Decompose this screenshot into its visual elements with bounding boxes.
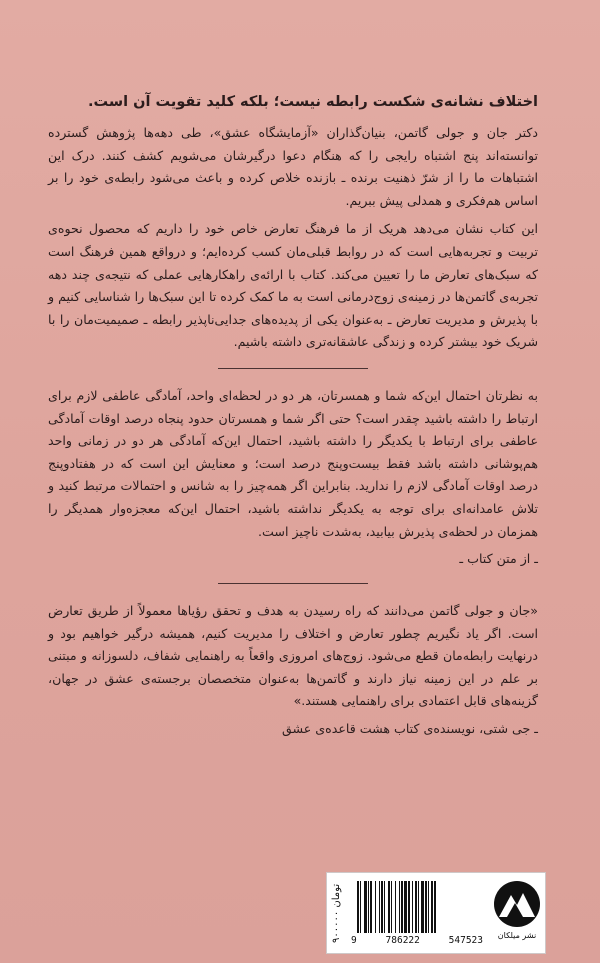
divider-2 — [218, 583, 368, 584]
isbn-part-1: 9 — [351, 935, 357, 946]
isbn-part-3: 547523 — [448, 935, 483, 946]
barcode-stripe — [436, 881, 439, 933]
excerpt-source: ـ از متن کتاب ـ — [459, 551, 538, 567]
divider-1 — [218, 368, 368, 369]
barcode-bars — [357, 881, 479, 933]
headline: اختلاف نشانه‌ی شکست رابطه نیست؛ بلکه کلید تقویت آن است. — [88, 94, 538, 110]
isbn-part-2: 786222 — [385, 935, 420, 946]
endorsement-author: ـ جی شتی، نویسنده‌ی کتاب هشت قاعده‌ی عشق — [282, 721, 538, 737]
barcode-label — [326, 872, 546, 954]
cover-text — [48, 92, 538, 739]
price-label: ۹۰۰۰۰۰ تومان — [331, 883, 342, 943]
publisher-logo — [493, 879, 541, 947]
excerpt-paragraph: به نظرتان احتمال این‌که شما و همسرتان، هر دو در لحظه‌ای واحد، آمادگی عاطفی لازم برای ارتباط را داشته باشید چقدر است؟ حتی اگر شما و همسرتان حدود پنجاه درصد اوقات آمادگی عاطفی برای ارتباط با یکدیگر را داشته باشید، احتمال این‌که آمادگی هر دو در زمانی واحد هم‌پوشانی داشته باشد فقط بیست‌وپنج درصد است؛ و معنایش این است که در هفتادوپنج درصد اوقات آمادگی لازم را ندارید. بنابراین اگر همه‌چیز را به شانس و احتمالات مرتبط کنید و تلاش عامدانه‌ای برای توجه به یکدیگر نداشته باشید، احتمال این‌که معجزه‌وار همدیگر را همزمان در لحظه‌ی پذیرش بیابید، به‌شدت ناچیز است. — [48, 387, 538, 539]
publisher-name: نشر میلکان — [497, 931, 537, 940]
description-paragraph-2: این کتاب نشان می‌دهد هریک از ما فرهنگ تعارض خاص خود را داریم که محصول نحوه‌ی تربیت و تجربه‌هایی است که در روابط قبلی‌مان کسب کرده‌ایم؛ و درواقع همین فرهنگ است که سبک‌های تعارض ما را تعیین می‌کند. کتاب با ارائه‌ی راهکارهایی عملی که نتیجه‌ی چند دهه تجربه‌ی گاتمن‌ها در زمینه‌ی زوج‌درمانی است به ما کمک کرده تا این سبک‌ها را شناسایی کنیم و با پذیرش و مدیریت تعارض ـ به‌عنوان یکی از پدیده‌های جدایی‌ناپذیر رابطه ـ صمیمیت‌مان را با شریک خود بیشتر کرده و زندگی عاشقانه‌تری داشته باشیم. — [48, 221, 538, 350]
mountain-logo-icon — [493, 879, 541, 929]
isbn-number — [351, 935, 483, 946]
endorsement-quote: «جان و جولی گاتمن می‌دانند که راه رسیدن به هدف و تحقق رؤیاها معمولاً از طریق تعارض است. اگر یاد نگیریم چطور تعارض و اختلاف را مدیریت کنیم، همیشه درگیر خواهیم بود و درنهایت رابطه‌مان قطع می‌شود. زوج‌های امروزی واقعاً به راهنمایی شفاف، دلسوزانه و مبتنی بر علم در این زمینه نیاز دارند و گاتمن‌ها به‌عنوان متخصصان برجسته‌ی عشق در جهان، گزینه‌های قابل اعتمادی برای راهنمایی هستند.» — [48, 603, 538, 709]
description-paragraph-1: دکتر جان و جولی گاتمن، بنیان‌گذاران «آزمایشگاه عشق»، طی دهه‌ها پژوهش گسترده توانسته‌اند پنج اشتباه رایجی را که هنگام دعوا درگیرشان می‌شویم کشف کنند. درک این اشتباهات ما را از شرّ ذهنیت برنده ـ بازنده خلاص کرده و باعث می‌شود رابطه‌ی خود را بر اساس هم‌فکری و همدلی پیش ببریم. — [48, 125, 538, 208]
